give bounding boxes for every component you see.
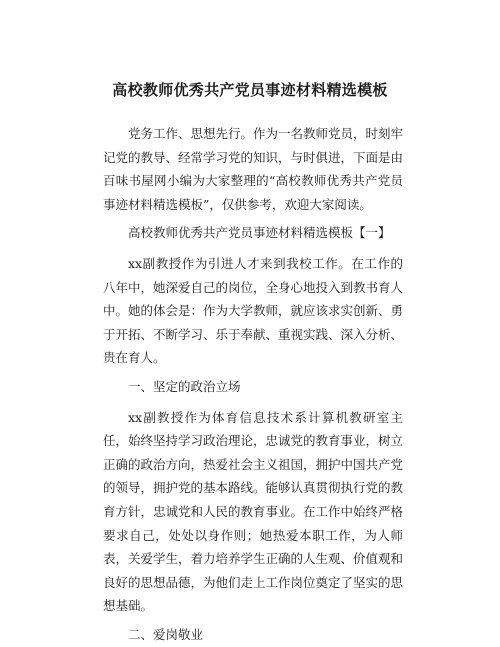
document-title: 高校教师优秀共产党员事迹材料精选模板 bbox=[112, 81, 388, 99]
document-body bbox=[103, 122, 403, 646]
subheading-dedication: 二、爱岗敬业 bbox=[128, 626, 204, 642]
section-heading: 高校教师优秀共产党员事迹材料精选模板【一】 bbox=[128, 225, 391, 241]
subheading-political-stance: 一、坚定的政治立场 bbox=[128, 378, 241, 394]
body-paragraph-2: xx副教授作为体育信息技术系计算机教研室主任，始终坚持学习政治理论，忠诚党的教育事业，树立正确的政治方向，热爱社会主义祖国，拥护中国共产党的领导，拥护党的基本路线。能够认真贯彻执行党的教育方针，忠诚党和人民的教育事业。在工作中始终严格要求自己，处处以身作则；她热爱本职工作，为人师表，关爱学生，着力培养学生正确的人生观、价值观和良好的思想品德，为他们走上工作岗位奠定了坚实的思想基础。 bbox=[103, 409, 404, 614]
intro-paragraph: 党务工作、思想先行。作为一名教师党员，时刻牢记党的教导、经常学习党的知识，与时俱进，下面是由百味书屋网小编为大家整理的“高校教师优秀共产党员事迹材料精选模板”，仅供参考，欢迎大家阅读。 bbox=[103, 126, 404, 212]
body-paragraph-1: xx副教授作为引进人才来到我校工作。在工作的八年中，她深爱自己的岗位，全身心地投入到教书育人中。她的体会是：作为大学教师，就应该求实创新、勇于开拓、不断学习、乐于奉献、重视实践、深入分析、贵在育人。 bbox=[103, 255, 404, 366]
